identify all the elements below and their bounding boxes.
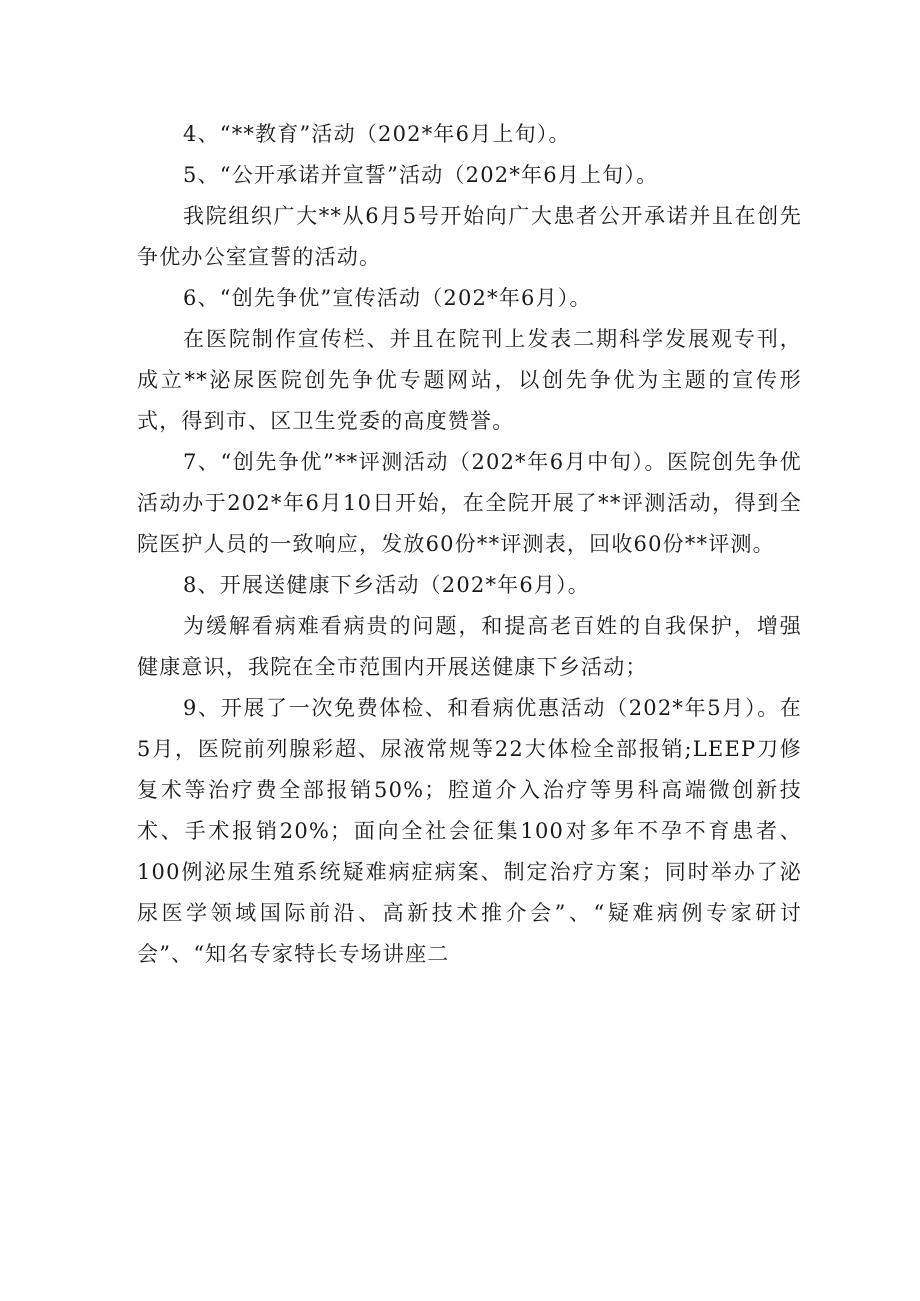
paragraph-item-4-heading: 4、“**教育”活动（202*年6月上旬）。 [183,122,571,146]
paragraph-item-6-heading: 6、“创先争优”宣传活动（202*年6月）。 [183,286,592,310]
paragraph-item-5-heading: 5、“公开承诺并宣誓”活动（202*年6月上旬）。 [183,163,659,187]
paragraph-item-7: 7、“创先争优”**评测活动（202*年6月中旬）。医院创先争优活动办于202*年6月10日开始，在全院开展了**评测活动，得到全院医护人员的一致响应，发放60份**评测表，回收60份**评测。 [137,450,802,556]
paragraph-item-8-heading: 8、开展送健康下乡活动（202*年6月）。 [183,573,591,597]
document-body [137,114,802,975]
paragraph-item-9: 9、开展了一次免费体检、和看病优惠活动（202*年5月）。在5月，医院前列腺彩超、尿液常规等22大体检全部报销;LEEP刀修复术等治疗费全部报销50%；腔道介入治疗等男科高端微创新技术、手术报销20%；面向全社会征集100对多年不孕不育患者、100例泌尿生殖系统疑难病症病案、制定治疗方案；同时举办了泌尿医学领域国际前沿、高新技术推介会”、“疑难病例专家研讨会”、“知名专家特长专场讲座二 [137,696,802,966]
paragraph-item-6-body: 在医院制作宣传栏、并且在院刊上发表二期科学发展观专刊，成立**泌尿医院创先争优专题网站，以创先争优为主题的宣传形式，得到市、区卫生党委的高度赞誉。 [137,327,802,433]
paragraph-item-5-body: 我院组织广大**从6月5号开始向广大患者公开承诺并且在创先争优办公室宣誓的活动。 [137,204,802,269]
paragraph-item-8-body: 为缓解看病难看病贵的问题，和提高老百姓的自我保护，增强健康意识，我院在全市范围内开展送健康下乡活动； [137,614,802,679]
